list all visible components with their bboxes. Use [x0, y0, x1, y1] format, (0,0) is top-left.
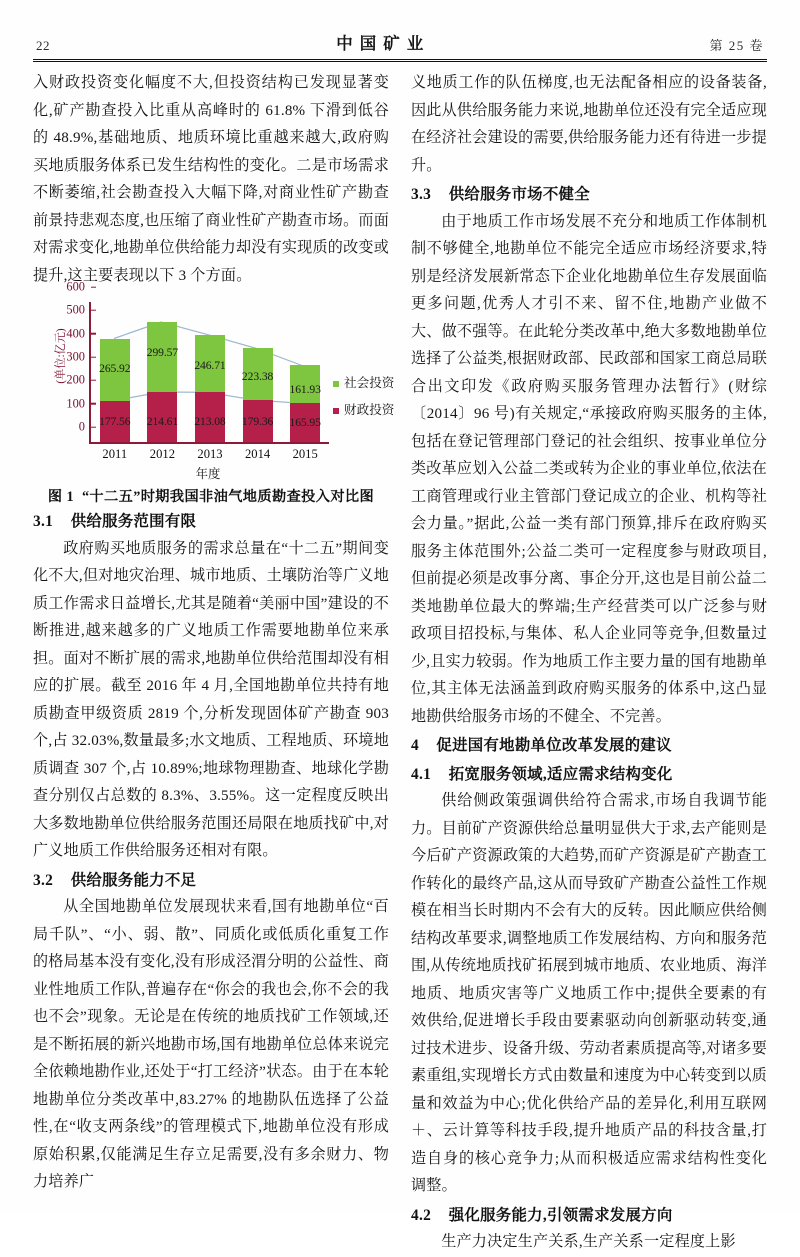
- section-heading-4: [411, 732, 767, 760]
- right-column: [411, 70, 767, 1250]
- section-title: 强化服务能力,引领需求发展方向: [448, 1206, 673, 1224]
- figure-caption-text: “十二五”时期我国非油气地质勘查投入对比图: [81, 489, 375, 505]
- bar-value-social: 223.38: [241, 370, 274, 384]
- bar-group-2015: [289, 302, 321, 461]
- chart-legend: [333, 370, 394, 424]
- figure-caption: [33, 486, 389, 506]
- section-number: 3.3: [411, 186, 432, 203]
- x-tick: 2015: [292, 447, 318, 461]
- bar-group-2011: [99, 302, 131, 461]
- bar-group-2013: [194, 302, 226, 461]
- section-4-2-body: 生产力决定生产关系,生产关系一定程度上影: [441, 1234, 736, 1250]
- chart-bars: [91, 302, 329, 461]
- left-column: [33, 70, 395, 1203]
- section-number: 3.1: [33, 513, 54, 530]
- chart-plot-area: [66, 279, 329, 461]
- section-3-2-body: 从全国地勘单位发展现状来看,国有地勘单位“百局千队”、“小、弱、散”、同质化或低质化重复工作的格局基本没有变化,没有形成泾渭分明的公益性、商业性地质工作队,普遍存在“你会的我也会,你不会的我也不会”现象。无论是在传统的地质找矿工作领域,还是不断拓展的新兴地勘市场,国有地勘单位总体来说完全依赖地勘作业,还处于“打工经济”状态。由于在本轮地勘单位分类改革中,83.27% 的地勘队伍选择了公益性,在“收支两条线”的管理模式下,地勘单位没有形成原始积累,仅能满足生存立足需要,没有多余财力、物力培养广: [33, 899, 389, 1190]
- page-number: 22: [36, 38, 50, 53]
- bar-value-fiscal: 179.36: [241, 415, 274, 428]
- section-4-1-body: 供给侧政策强调供给符合需求,市场自我调节能力。目前矿产资源供给总量明显供大于求,去产能则是今后矿产资源政策的大趋势,而矿产资源是矿产勘查工作转化的最终产品,这从而导致矿产勘查公益性工作规模在相当长时期内不会有大的反转。因此顺应供给侧结构改革要求,调整地质工作发展结构、方向和服务范围,从传统地质找矿拓展到城市地质、农业地质、海洋地质、地质灾害等广义地质工作中;提供全要素的有效供给,促进增长手段由要素驱动向创新驱动转变,通过技术进步、设备升级、劳动者素质提高等,对诸多要素重组,实现增长方式由数量和速度为中心转变到以质量和效益为中心;优化供给产品的差异化,利用互联网＋、云计算等科技手段,提升地质产品的科技含量,打造自身的核心竞争力;从而积极适应需求结构性变化调整。: [411, 793, 767, 1194]
- section-heading-4-2: [411, 1202, 767, 1230]
- x-tick: 2012: [149, 447, 175, 461]
- section-heading-3-1: [33, 508, 389, 536]
- legend-label: 社会投资: [344, 376, 395, 390]
- bar-value-fiscal: 214.61: [146, 415, 179, 428]
- chart-y-axis-label: (单位:亿元): [55, 328, 67, 384]
- legend-swatch-icon: [333, 381, 339, 387]
- section-heading-3-2: [33, 867, 389, 895]
- section-title: 促进国有地勘单位改革发展的建议: [436, 737, 672, 754]
- section-title: 拓宽服务领域,适应需求结构变化: [448, 765, 673, 783]
- figure-1: [33, 279, 395, 506]
- running-head: [36, 28, 764, 54]
- y-tick: 600: [66, 280, 91, 295]
- x-tick: 2011: [102, 447, 128, 461]
- section-3-3-body: 由于地质工作市场发展不充分和地质工作体制机制不够健全,地勘单位不能完全适应市场经济要求,特别是经济发展新常态下企业化地勘单位生存发展面临更多问题,优秀人才引不来、留不住,地勘产业做不大、做不强等。在此轮分类改革中,绝大多数地勘单位选择了公益类,根据财政部、民政部和国家工商总局联合出文印发《政府购买服务管理办法暂行》(财综〔2014〕96 号)有关规定,“承接政府购买服务的主体,包括在登记管理部门登记的社会组织、按事业单位分类改革应划入公益二类或转为企业的事业单位,依法在工商管理或行业主管部门登记成立的企业、机构等社会力量。”据此,公益一类有部门预算,排斥在政府购买服务主体范围外;公益二类可一定程度参与财政项目,但前提必须是改事分离、事企分开,这也是目前公益二类地勘单位最大的弊端;生产经营类可以广泛参与财政项目招投标,与集体、私人企业同等竞争,但数量过少,且实力较弱。作为地质工作主要力量的国有地勘单位,其主体无法涵盖到政府购买服务的体系中,这凸显地勘供给服务市场的不健全、不完善。: [411, 213, 767, 725]
- bar-value-social: 161.93: [289, 382, 321, 396]
- y-tick: 0: [79, 420, 91, 435]
- y-tick: 100: [66, 396, 91, 411]
- y-tick: 500: [66, 303, 91, 318]
- header-rule: [33, 59, 767, 62]
- legend-swatch-icon: [333, 408, 339, 414]
- bar-value-social: 265.92: [99, 361, 131, 375]
- paragraph-continued-left: 入财政投资变化幅度不大,但投资结构已发现显著变化,矿产勘查投入比重从高峰时的 61.8% 下滑到低谷的 48.9%,基础地质、地质环境比重越来越大,政府购买地质服务体系已发生结构性的变化。二是市场需求不断萎缩,社会勘查投入大幅下降,对商业性矿产勘查前景持悲观态度,也压缩了商业性矿产勘查市场。而面对需求变化,地勘单位供给能力却没有实现质的改变或提升,这主要表现以下 3 个方面。: [33, 75, 389, 284]
- bar-value-fiscal: 177.56: [99, 415, 131, 428]
- chart-x-axis-label: 年度: [195, 467, 221, 481]
- bar-group-2014: [241, 302, 274, 461]
- volume-label: 第 25 卷: [709, 38, 764, 53]
- section-number: 4.2: [411, 1206, 432, 1224]
- y-tick: 300: [66, 350, 91, 365]
- bar-value-fiscal: 213.08: [194, 415, 226, 428]
- section-title: 供给服务范围有限: [70, 513, 197, 530]
- section-heading-4-1: [411, 761, 767, 789]
- section-heading-3-3: [411, 181, 767, 209]
- figure-number: 图 1: [47, 489, 74, 505]
- bar-value-fiscal: 165.95: [289, 416, 321, 430]
- legend-item-fiscal: [333, 397, 394, 424]
- section-3-1-body: 政府购买地质服务的需求总量在“十二五”期间变化不大,但对地灾治理、城市地质、土壤防治等广义地质工作需求日益增长,尤其是随着“美丽中国”建设的不断推进,越来越多的广义地质工作需要地勘单位来承担。面对不断扩展的需求,地勘单位供给范围却没有相应的扩展。截至 2016 年 4 月,全国地勘单位共持有地质勘查甲级资质 2819 个,分析发现固体矿产勘查 903 个,占 32.03%,数量最多;水文地质、工程地质、环境地质调查 307 个,占 10.89%;地球物理勘查、地球化学勘查分别仅占总数的 8.3%、3.55%。这一定程度反映出大多数地勘单位供给服务范围还局限在地质找矿中,对广义地质工作供给服务还相对有限。: [33, 540, 389, 859]
- bar-value-social: 299.57: [146, 346, 179, 360]
- x-tick: 2014: [244, 447, 271, 461]
- paragraph-continued-right: 义地质工作的队伍梯度,也无法配备相应的设备装备,因此从供给服务能力来说,地勘单位还没有完全适应现在经济社会建设的需要,供给服务能力还有待进一步提升。: [411, 75, 767, 174]
- chart-investment-comparison: [33, 279, 395, 481]
- y-tick: 200: [66, 373, 91, 388]
- x-tick: 2013: [197, 447, 223, 461]
- journal-title: 中国矿业: [336, 34, 431, 53]
- body-columns: [33, 70, 767, 1250]
- section-number: 4.1: [411, 765, 432, 783]
- bar-value-social: 246.71: [194, 359, 226, 372]
- legend-label: 财政投资: [344, 403, 395, 417]
- bar-group-2012: [146, 302, 179, 461]
- section-title: 供给服务市场不健全: [448, 186, 590, 203]
- y-tick: 400: [66, 326, 91, 341]
- section-number: 3.2: [33, 871, 54, 889]
- section-title: 供给服务能力不足: [70, 871, 197, 889]
- legend-item-social: [333, 370, 394, 397]
- section-number: 4: [411, 737, 419, 754]
